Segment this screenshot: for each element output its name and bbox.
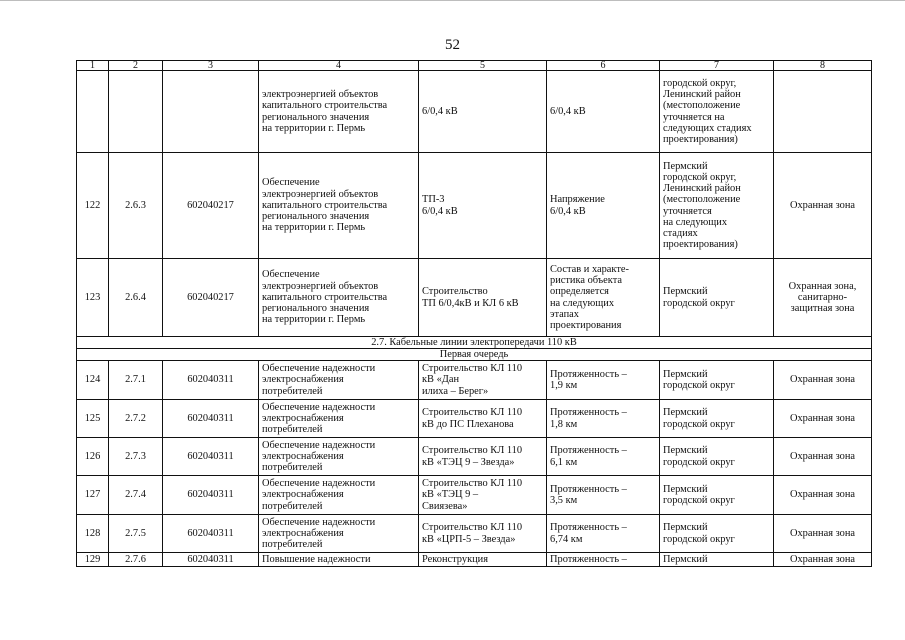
row-number-text: 129 [84, 553, 101, 565]
column-number-row [77, 61, 872, 71]
row-number-text: 125 [84, 412, 101, 424]
item-code-cell [109, 553, 163, 567]
location-text: Пермский городской округ [663, 368, 735, 391]
scan-edge-line [0, 0, 905, 1]
item-code-text: 2.7.3 [125, 450, 146, 462]
object-code-cell [163, 259, 259, 337]
zone-cell [774, 515, 872, 553]
object-code-cell [163, 553, 259, 567]
location-text: Пермский городской округ, Ленинский район (местоположение уточняется на следующих стадиях проектирования) [663, 160, 741, 251]
section-heading-row [77, 337, 872, 349]
characteristics-cell [547, 71, 660, 153]
location-cell [660, 553, 774, 567]
characteristics-text: 6/0,4 кВ [550, 105, 586, 117]
characteristics-text: Напряжение 6/0,4 кВ [550, 194, 605, 217]
purpose-text: Повышение надежности [262, 553, 371, 565]
object-code-text: 602040311 [187, 527, 234, 539]
purpose-cell [259, 153, 419, 259]
zone-cell [774, 400, 872, 438]
zone-cell [774, 476, 872, 515]
row-number-text: 127 [84, 489, 101, 501]
zone-cell [774, 259, 872, 337]
location-text: Пермский городской округ [663, 445, 735, 468]
location-cell [660, 476, 774, 515]
characteristics-cell [547, 400, 660, 438]
item-code-cell [109, 476, 163, 515]
object-code-cell [163, 400, 259, 438]
object-code-text: 602040311 [187, 450, 234, 462]
location-cell [660, 515, 774, 553]
column-header: 8 [774, 61, 872, 71]
object-name-text: Строительство КЛ 110 кВ «Дан илиха – Берег» [422, 363, 523, 397]
characteristics-cell [547, 553, 660, 567]
zone-cell [774, 361, 872, 400]
zone-text: Охранная зона [789, 374, 856, 386]
purpose-cell [259, 476, 419, 515]
table-row [77, 153, 872, 259]
object-name-text: Строительство КЛ 110 кВ до ПС Плеханова [422, 407, 523, 430]
purpose-text: Обеспечение электроэнергией объектов капитального строительства регионального значения на территории г. Пермь [262, 269, 388, 326]
column-header: 1 [77, 61, 109, 71]
item-code-text: 2.7.4 [125, 489, 146, 501]
purpose-text: Обеспечение надежности электроснабжения потребителей [262, 363, 376, 397]
row-number-text: 126 [84, 450, 101, 462]
purpose-cell [259, 553, 419, 567]
purpose-cell [259, 438, 419, 476]
characteristics-text: Протяженность – [550, 553, 627, 565]
row-number-text: 124 [84, 374, 101, 386]
zone-cell [774, 153, 872, 259]
characteristics-text: Протяженность – 3,5 км [550, 483, 627, 506]
object-name-text: Строительство КЛ 110 кВ «ТЭЦ 9 – Свиязева» [422, 478, 523, 512]
object-code-cell [163, 438, 259, 476]
object-code-cell [163, 515, 259, 553]
object-name-cell [419, 515, 547, 553]
purpose-cell [259, 515, 419, 553]
purpose-cell [259, 361, 419, 400]
row-number-cell [77, 71, 109, 153]
object-name-cell [419, 476, 547, 515]
object-name-text: 6/0,4 кВ [422, 105, 458, 117]
item-code-cell [109, 438, 163, 476]
item-code-cell [109, 361, 163, 400]
zone-text: Охранная зона [789, 489, 856, 501]
zone-text: Охранная зона [789, 450, 856, 462]
zone-cell [774, 71, 872, 153]
object-code-text: 602040311 [187, 553, 234, 565]
zone-cell [774, 553, 872, 567]
item-code-cell [109, 259, 163, 337]
characteristics-text: Протяженность – 1,9 км [550, 368, 627, 391]
object-code-text: 602040217 [187, 291, 234, 303]
row-number-text: 123 [84, 291, 101, 303]
characteristics-cell [547, 153, 660, 259]
row-number-cell [77, 476, 109, 515]
characteristics-cell [547, 259, 660, 337]
location-text: Пермский городской округ [663, 407, 735, 430]
object-name-cell [419, 71, 547, 153]
item-code-text: 2.6.4 [125, 291, 146, 303]
characteristics-text: Протяженность – 6,74 км [550, 522, 627, 545]
location-text: Пермский [663, 553, 708, 565]
object-name-cell [419, 553, 547, 567]
location-text: Пермский городской округ [663, 522, 735, 545]
object-code-cell [163, 476, 259, 515]
row-number-cell [77, 515, 109, 553]
purpose-cell [259, 71, 419, 153]
table-row [77, 476, 872, 515]
item-code-cell [109, 515, 163, 553]
page-number: 52 [445, 37, 460, 53]
purpose-cell [259, 259, 419, 337]
column-header: 3 [163, 61, 259, 71]
object-name-text: Реконструкция [422, 553, 489, 565]
purpose-text: Обеспечение надежности электроснабжения потребителей [262, 478, 376, 512]
location-cell [660, 259, 774, 337]
zone-text: Охранная зона [789, 527, 856, 539]
object-name-text: Строительство КЛ 110 кВ «ЦРП-5 – Звезда» [422, 522, 523, 545]
row-number-cell [77, 400, 109, 438]
table-row [77, 553, 872, 567]
purpose-text: Обеспечение надежности электроснабжения потребителей [262, 439, 376, 474]
characteristics-text: Протяженность – 6,1 км [550, 445, 627, 468]
object-name-cell [419, 438, 547, 476]
column-header: 6 [547, 61, 660, 71]
zone-cell [774, 438, 872, 476]
item-code-cell [109, 400, 163, 438]
column-header: 7 [660, 61, 774, 71]
location-cell [660, 361, 774, 400]
location-cell [660, 400, 774, 438]
column-header: 5 [419, 61, 547, 71]
object-name-text: Строительство ТП 6/0,4кВ и КЛ 6 кВ [422, 286, 519, 309]
row-number-cell [77, 438, 109, 476]
column-header: 4 [259, 61, 419, 71]
characteristics-cell [547, 515, 660, 553]
item-code-text: 2.6.3 [125, 199, 146, 211]
object-code-cell [163, 71, 259, 153]
item-code-cell [109, 71, 163, 153]
purpose-text: электроэнергией объектов капитального строительства регионального значения на территории г. Пермь [262, 89, 388, 134]
table-row [77, 515, 872, 553]
object-code-text: 602040311 [187, 489, 234, 501]
row-number-cell [77, 361, 109, 400]
table-row [77, 400, 872, 438]
table-row [77, 438, 872, 476]
characteristics-text: Состав и характе- ристика объекта определяется на следующих этапах проектирования [550, 263, 629, 331]
item-code-cell [109, 153, 163, 259]
characteristics-text: Протяженность – 1,8 км [550, 407, 627, 430]
location-cell [660, 153, 774, 259]
zone-text: Охранная зона [789, 412, 856, 424]
location-text: городской округ, Ленинский район (местоположение уточняется на следующих стадиях проектирования) [663, 77, 752, 145]
purpose-text: Обеспечение надежности электроснабжения потребителей [262, 516, 376, 551]
characteristics-cell [547, 476, 660, 515]
section-heading-row [77, 349, 872, 361]
location-cell [660, 71, 774, 153]
zone-text: Охранная зона, санитарно- защитная зона [788, 280, 857, 315]
object-code-text: 602040217 [187, 199, 234, 211]
purpose-text: Обеспечение надежности электроснабжения потребителей [262, 401, 376, 436]
table-row [77, 71, 872, 153]
object-code-cell [163, 361, 259, 400]
planning-table [76, 60, 872, 567]
location-text: Пермский городской округ [663, 286, 735, 309]
item-code-text: 2.7.1 [125, 374, 146, 386]
location-text: Пермский городской округ [663, 483, 735, 506]
section-heading: 2.7. Кабельные линии электропередачи 110 кВ [77, 337, 872, 349]
object-code-cell [163, 153, 259, 259]
item-code-text: 2.7.2 [125, 412, 146, 424]
row-number-text: 122 [84, 199, 101, 211]
item-code-text: 2.7.6 [125, 553, 146, 565]
object-code-text: 602040311 [187, 412, 234, 424]
characteristics-cell [547, 438, 660, 476]
purpose-cell [259, 400, 419, 438]
row-number-cell [77, 259, 109, 337]
column-header: 2 [109, 61, 163, 71]
object-name-text: Строительство КЛ 110 кВ «ТЭЦ 9 – Звезда» [422, 445, 523, 468]
characteristics-cell [547, 361, 660, 400]
zone-text: Охранная зона [789, 553, 856, 565]
row-number-cell [77, 153, 109, 259]
object-name-cell [419, 400, 547, 438]
section-heading: Первая очередь [77, 349, 872, 361]
zone-text: Охранная зона [789, 199, 856, 211]
location-cell [660, 438, 774, 476]
object-name-cell [419, 153, 547, 259]
table-row [77, 361, 872, 400]
object-name-cell [419, 259, 547, 337]
object-code-text: 602040311 [187, 374, 234, 386]
object-name-text: ТП-3 6/0,4 кВ [422, 194, 458, 217]
purpose-text: Обеспечение электроэнергией объектов капитального строительства регионального значения на территории г. Пермь [262, 177, 388, 234]
row-number-cell [77, 553, 109, 567]
object-name-cell [419, 361, 547, 400]
table-row [77, 259, 872, 337]
row-number-text: 128 [84, 527, 101, 539]
item-code-text: 2.7.5 [125, 527, 146, 539]
